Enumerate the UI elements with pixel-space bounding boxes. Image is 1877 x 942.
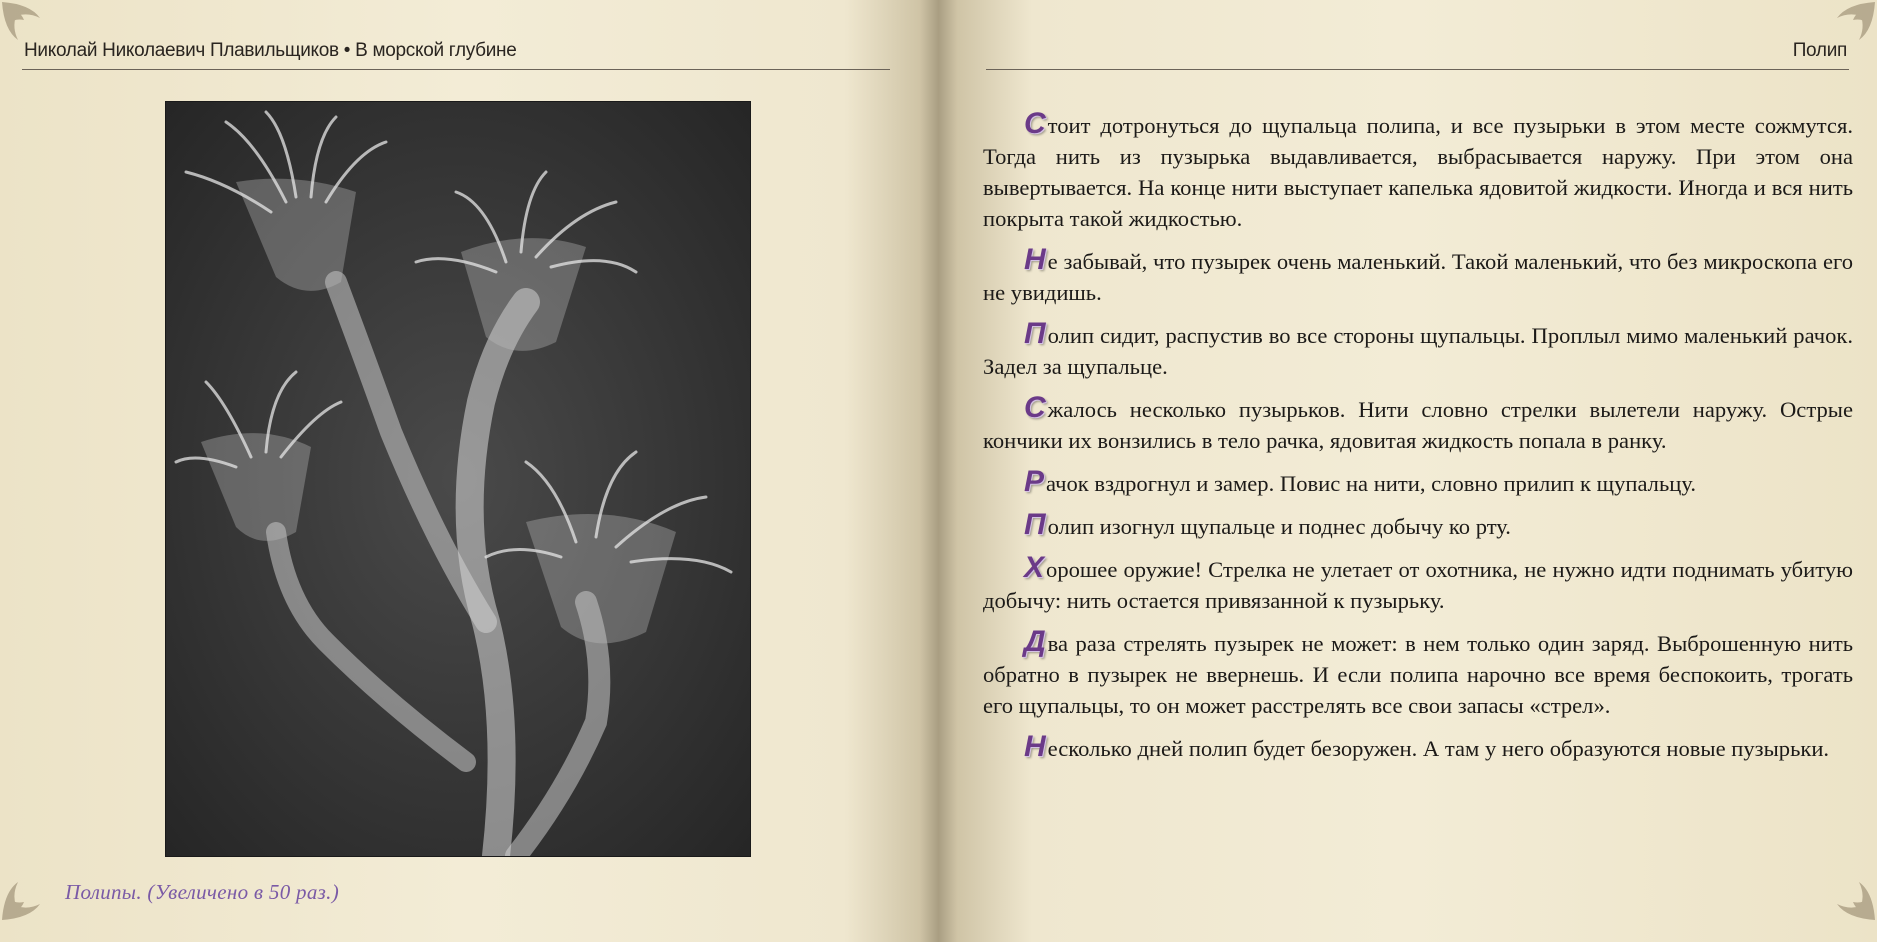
- paragraph-text: тоит дотронуться до щупальца полипа, и все пузырьки в этом месте сожмутся. Тогда нить из пузырька выдавливается, выбрасывается наружу. При этом она вывертывается. На конце нити выступает капелька ядовитой жидкости. Иногда и вся нить покрыта такой жидкостью.: [983, 113, 1853, 231]
- drop-cap: П: [1024, 317, 1046, 350]
- paragraph-text: олип сидит, распустив во все стороны щупальцы. Проплыл мимо маленький рачок. Задел за щупальце.: [983, 323, 1853, 379]
- body-text: [983, 107, 1853, 776]
- drop-cap: Х: [1024, 551, 1045, 584]
- paragraph: [983, 243, 1853, 308]
- ornament-corner-icon: [1817, 862, 1877, 922]
- paragraph: [983, 551, 1853, 616]
- page-header-title: Николай Николаевич Плавильщиков • В морской глубине: [24, 40, 517, 61]
- drop-cap: Р: [1024, 465, 1045, 498]
- header-divider: [22, 69, 890, 70]
- paragraph: [983, 625, 1853, 721]
- paragraph-text: е забывай, что пузырек очень маленький. Такой маленький, что без микроскопа его не увидишь.: [983, 249, 1853, 305]
- paragraph-text: орошее оружие! Стрелка не улетает от охотника, не нужно идти поднимать убитую добычу: нить остается привязанной к пузырьку.: [983, 557, 1853, 613]
- ornament-corner-icon: [0, 862, 60, 922]
- drop-cap: С: [1024, 107, 1046, 140]
- figure-caption: Полипы. (Увеличено в 50 раз.): [65, 880, 339, 904]
- header-divider: [986, 69, 1849, 70]
- paragraph: [983, 465, 1853, 499]
- drop-cap: Н: [1024, 730, 1046, 763]
- drop-cap: П: [1024, 508, 1046, 541]
- paragraph-text: ачок вздрогнул и замер. Повис на нити, словно прилип к щупальцу.: [1046, 471, 1697, 496]
- paragraph: [983, 508, 1853, 542]
- paragraph-text: олип изогнул щупальце и поднес добычу ко рту.: [1047, 514, 1511, 539]
- left-page: [0, 0, 938, 942]
- paragraph-text: ва раза стрелять пузырек не может: в нем только один заряд. Выброшенную нить обратно в пузырек не ввернешь. И если полипа нарочно все время беспокоить, трогать его щупальцы, то он может расстрелять все свои запасы «стрел».: [983, 631, 1853, 718]
- paragraph: [983, 317, 1853, 382]
- paragraph: [983, 730, 1853, 764]
- drop-cap: С: [1024, 391, 1046, 424]
- paragraph-text: есколько дней полип будет безоружен. А там у него образуются новые пузырьки.: [1047, 736, 1830, 761]
- page-header-chapter: Полип: [1792, 40, 1847, 61]
- paragraph: [983, 107, 1853, 234]
- paragraph-text: жалось несколько пузырьков. Нити словно стрелки вылетели наружу. Острые кончики их вонзились в тело рачка, ядовитая жидкость попала в ранку.: [983, 397, 1853, 453]
- drop-cap: Д: [1024, 625, 1046, 658]
- drop-cap: Н: [1024, 243, 1046, 276]
- polyp-illustration: [165, 101, 751, 857]
- paragraph: [983, 391, 1853, 456]
